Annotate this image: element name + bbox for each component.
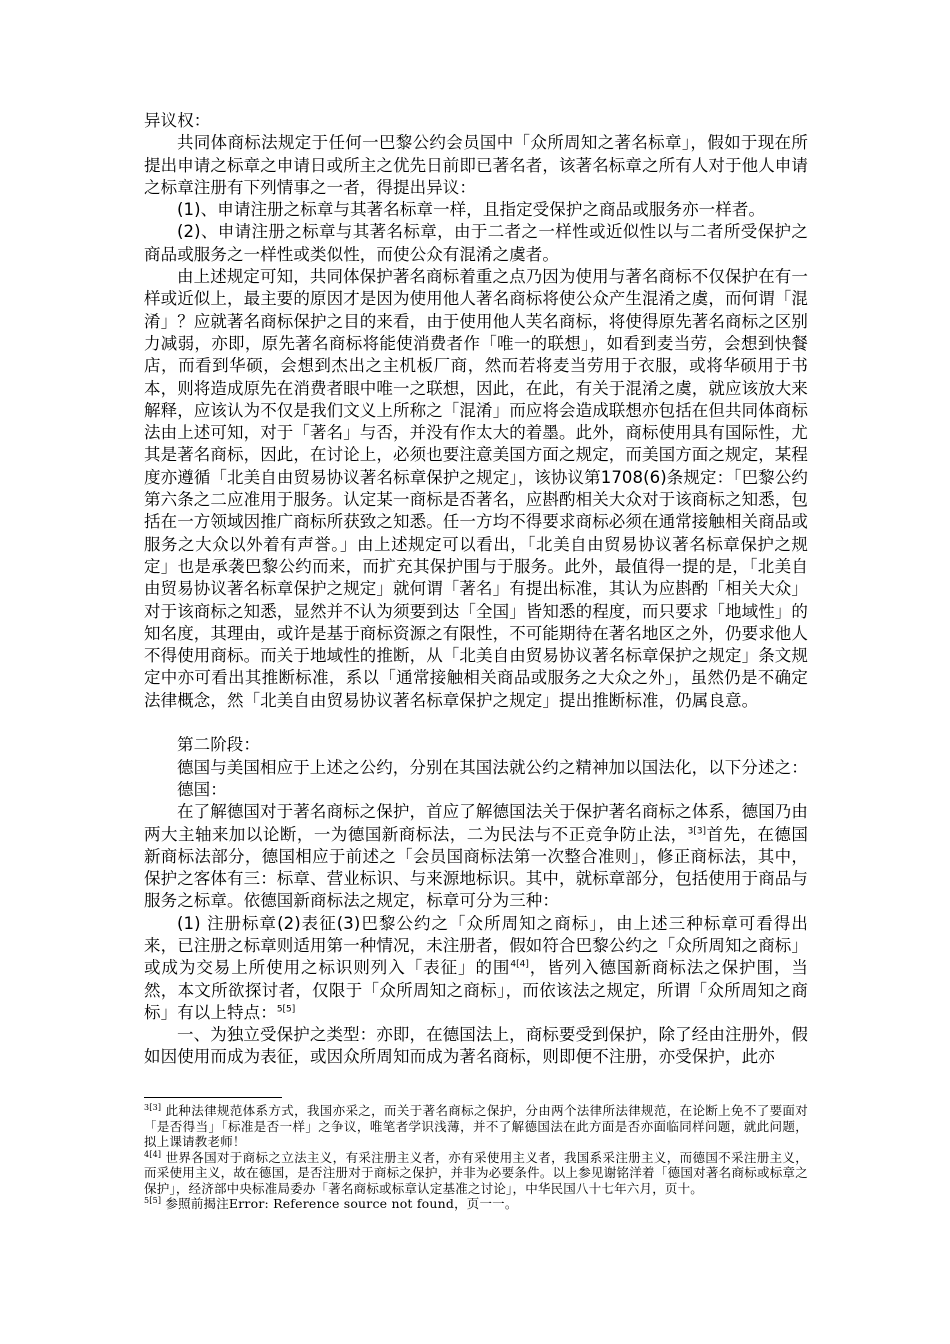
footnote-separator	[144, 1097, 282, 1098]
footnote-text: 此种法律规范体系方式，我国亦采之，而关于著名商标之保护，分由两个法律所法律规范，在论断上免不了要面对「是否得当」「标准是否一样」之争议，唯笔者学识浅薄，并不了解德国法在此方面是否亦面临同样问题，就此问题，拟上课请教老师！	[144, 1103, 808, 1149]
paragraph-text: (1) 注册标章(2)表征(3)巴黎公约之「众所周知之商标」，由上述三种标章可看得出来，已注册之标章则适用第一种情况，未注册者，假如符合巴黎公约之「众所周知之商标」或成为交易上所使用之标识则列入「表征」的围	[144, 913, 808, 978]
footnote-reference[interactable]: 3[3]	[687, 826, 707, 836]
footnote-reference[interactable]: 4[4]	[510, 959, 529, 970]
list-item: (1)、申请注册之标章与其著名标章一样，且指定受保护之商品或服务亦一样者。	[177, 200, 766, 220]
footnote-reference[interactable]: 5[5]	[276, 1004, 296, 1015]
blank-line	[144, 712, 808, 734]
footnote-mark: 3[3]	[144, 1102, 162, 1112]
document-body	[144, 110, 808, 1069]
paragraph: 由上述规定可知，共同体保护著名商标着重之点乃因为使用与著名商标不仅保护在有一样或近似上，最主要的原因才是因为使用他人著名商标将使公众产生混淆之虞，而何谓「混淆」？应就著名商标保护之目的来看，由于使用他人芙名商标，将使得原先著名商标之区别力减弱，亦即，原先著名商标将能使消费者作「唯一的联想」，如看到麦当劳，会想到快餐店，而看到华硕，会想到杰出之主机板厂商，然而若将麦当劳用于衣服，或将华硕用于书本，则将造成原先在消费者眼中唯一之联想，因此，在此，有关于混淆之虞，就应该放大来解释，应该认为不仅是我们文义上所称之「混淆」而应将会造成联想亦包括在但共同体商标法由上述可知，对于「著名」与否，并没有作太大的着墨。此外，商标使用具有国际性，尤其是著名商标，因此，在讨论上，必须也要注意美国方面之规定，而美国方面之规定，某程度亦遵循「北美自由贸易协议著名标章保护之规定」，该协议第1708(6)条规定：「巴黎公约第六条之二应准用于服务。认定某一商标是否著名，应斟酌相关大众对于该商标之知悉，包括在一方领域因推广商标所获致之知悉。任一方均不得要求商标必须在通常接触相关商品或服务之大众以外着有声誉。」由上述规定可以看出，「北美自由贸易协议著名标章保护之规定」也是承袭巴黎公约而来，而扩充其保护围与于服务。此外，最值得一提的是，「北美自由贸易协议著名标章保护之规定」就何谓「著名」有提出标准，其认为应斟酌「相关大众」对于该商标之知悉，显然并不认为须要到达「全国」皆知悉的程度，而只要求「地域性」的知名度，其理由，或许是基于商标资源之有限性，不可能期待在著名地区之外，仍要求他人不得使用商标。而关于地域性的推断，从「北美自由贸易协议著名标章保护之规定」条文规定中亦可看出其推断标准，系以「通常接触相关商品或服务之大众之外」，虽然仍是不确定法律概念，然「北美自由贸易协议著名标章保护之规定」提出推断标准，仍属良意。	[144, 267, 808, 710]
footnotes	[144, 1097, 808, 1212]
footnote	[144, 1103, 808, 1150]
section-heading: 第二阶段：	[177, 735, 260, 755]
paragraph-text: 在了解德国对于著名商标之保护，首应了解德国法关于保护著名商标之体系，德国乃由两大主轴来加以论断，一为德国新商标法，二为民法与不正竞争防止法，	[144, 802, 808, 844]
paragraph: 共同体商标法规定于任何一巴黎公约会员国中「众所周知之著名标章」，假如于现在所提出申请之标章之申请日或所主之优先日前即已著名者，该著名标章之所有人对于他人申请之标章注册有下列情事之一者，得提出异议：	[144, 133, 808, 197]
footnote	[144, 1150, 808, 1197]
paragraph-heading-objection: 异议权：	[144, 111, 211, 130]
footnote-text: 世界各国对于商标之立法主义，有采注册主义者，亦有采使用主义者，我国系采注册主义，而德国不采注册主义，而采使用主义，故在德国，是否注册对于商标之保护，并非为必要条件。以上参见谢铭洋着「德国对著名商标或标章之保护」，经济部中央标准局委办「著名商标或标章认定基准之讨论」，中华民国八十七年六月，页十。	[144, 1149, 808, 1196]
subsection-heading: 德国：	[177, 779, 227, 799]
footnote-text: 参照前揭注Error: Reference source not found，页一一。	[165, 1196, 518, 1211]
paragraph-text: 首先，在德国新商标法部分，德国相应于前述之「会员国商标法第一次整合准则」，修正商标法，其中，保护之客体有三：标章、营业标识、与来源地标识。其中，就标章部分，包括使用于商品与服务之标章。依德国新商标法之规定，标章可分为三种：	[144, 824, 808, 911]
paragraph: 一、为独立受保护之类型：亦即，在德国法上，商标要受到保护，除了经由注册外，假如因使用而成为表征，或因众所周知而成为著名商标，则即便不注册，亦受保护，此亦	[144, 1025, 808, 1067]
list-item: (2)、申请注册之标章与其著名标章，由于二者之一样性或近似性以与二者所受保护之商品或服务之一样性或类似性，而使公众有混淆之虞者。	[144, 222, 808, 264]
paragraph	[144, 801, 808, 912]
footnote-mark: 5[5]	[144, 1195, 162, 1205]
paragraph: 德国与美国相应于上述之公约，分别在其国法就公约之精神加以国法化，以下分述之：	[177, 757, 808, 777]
paragraph	[144, 913, 808, 1024]
paragraph-text: ，皆列入德国新商标法之保护围，当然，本文所欲探讨者，仅限于「众所周知之商标」，而依该法之规定，所谓「众所周知之商标」有以上特点：	[144, 958, 808, 1022]
footnote-mark: 4[4]	[144, 1149, 162, 1159]
footnote	[144, 1196, 808, 1212]
